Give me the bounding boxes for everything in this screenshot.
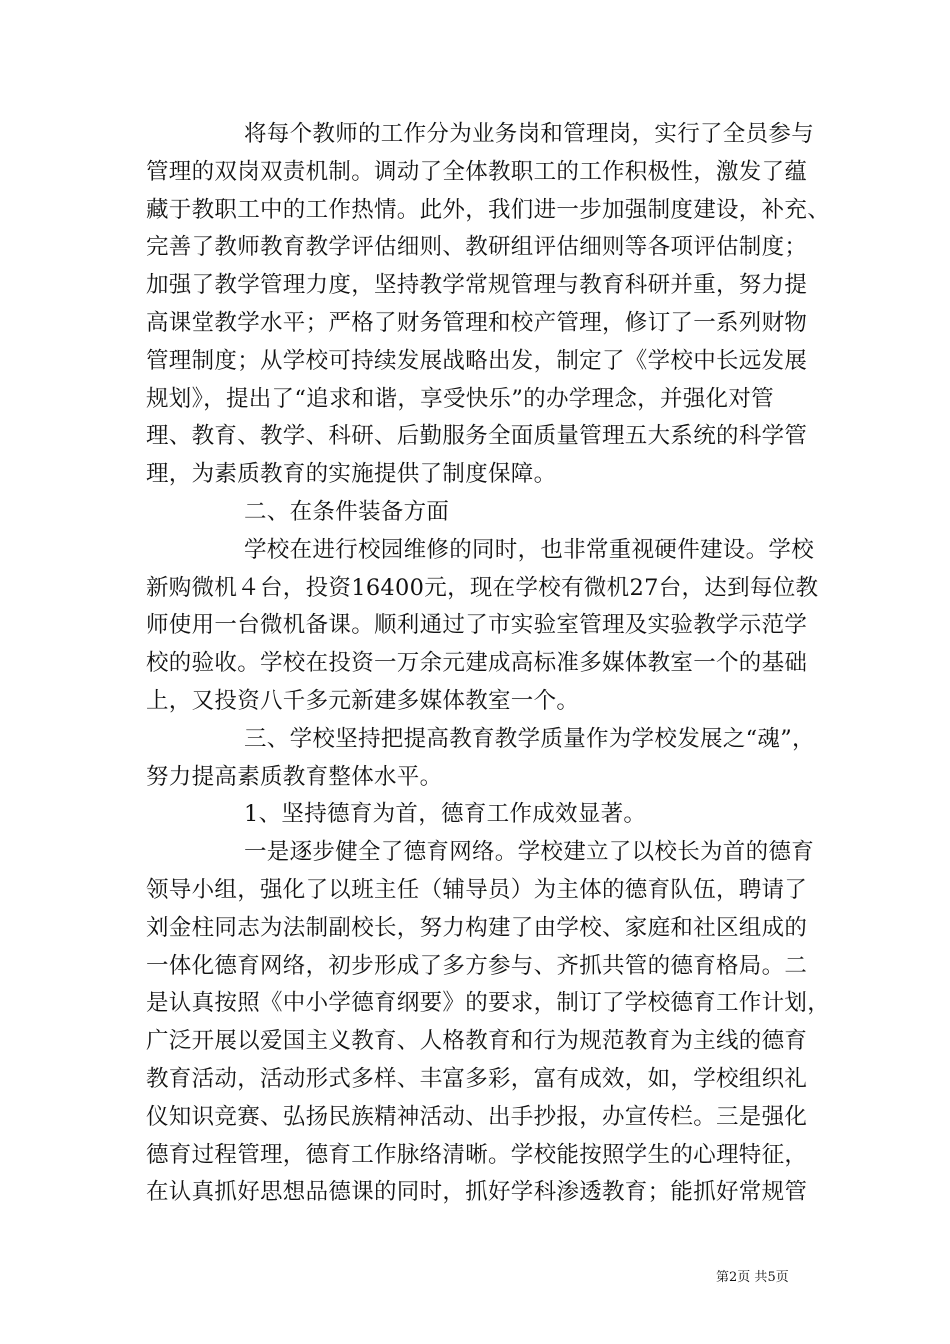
text-line: 学校在进行校园维修的同时，也非常重视硬件建设。学校 [244, 536, 815, 563]
text-line: 在认真抓好思想品德课的同时，抓好学科渗透教育；能抓好常规管 [146, 1179, 808, 1206]
text-line: 努力提高素质教育整体水平。 [146, 763, 443, 790]
text-line: 领导小组，强化了以班主任（辅导员）为主体的德育队伍，聘请了 [146, 876, 808, 903]
text-line: 一体化德育网络，初步形成了多方参与、齐抓共管的德育格局。二 [146, 952, 808, 979]
text-line: 刘金柱同志为法制副校长，努力构建了由学校、家庭和社区组成的 [146, 914, 808, 941]
text-line: 规划》，提出了“追求和谐，享受快乐”的办学理念，并强化对管 [146, 385, 774, 412]
footer-middle: 页 共 [737, 1270, 768, 1285]
page-footer [716, 1270, 789, 1286]
text-line: 校的验收。学校在投资一万余元建成高标准多媒体教室一个的基础 [146, 650, 808, 677]
text-line: 理，为素质教育的实施提供了制度保障。 [146, 461, 557, 488]
text-line: 上，又投资八千多元新建多媒体教室一个。 [146, 687, 580, 714]
text-line: 完善了教师教育教学评估细则、教研组评估细则等各项评估制度； [146, 234, 808, 261]
text-line: 理、教育、教学、科研、后勤服务全面质量管理五大系统的科学管 [146, 423, 808, 450]
text-line: 新购微机４台，投资16400元，现在学校有微机27台，达到每位教 [146, 574, 819, 601]
text-line: 管理的双岗双责机制。调动了全体教职工的工作积极性，激发了蕴 [146, 158, 808, 185]
text-line: 二、在条件装备方面 [244, 498, 450, 525]
text-line: 教育活动，活动形式多样、丰富多彩，富有成效，如，学校组织礼 [146, 1065, 808, 1092]
footer-prefix: 第 [716, 1270, 730, 1285]
footer-current-page: 2 [729, 1270, 738, 1285]
footer-total-pages: 5 [767, 1270, 776, 1285]
text-line: 仪知识竞赛、弘扬民族精神活动、出手抄报，办宣传栏。三是强化 [146, 1103, 808, 1130]
document-body [146, 116, 831, 1212]
text-line: 是认真按照《中小学德育纲要》的要求，制订了学校德育工作计划， [146, 990, 831, 1017]
text-line: 高课堂教学水平；严格了财务管理和校产管理，修订了一系列财物 [146, 309, 808, 336]
text-line: 管理制度；从学校可持续发展战略出发，制定了《学校中长远发展 [146, 347, 808, 374]
text-line: 三、学校坚持把提高教育教学质量作为学校发展之“魂”， [244, 725, 815, 752]
text-line: 德育过程管理，德育工作脉络清晰。学校能按照学生的心理特征， [146, 1141, 808, 1168]
text-line: 广泛开展以爱国主义教育、人格教育和行为规范教育为主线的德育 [146, 1028, 808, 1055]
text-line: 师使用一台微机备课。顺利通过了市实验室管理及实验教学示范学 [146, 612, 808, 639]
footer-suffix: 页 [775, 1270, 789, 1285]
text-line: 将每个教师的工作分为业务岗和管理岗，实行了全员参与 [244, 121, 815, 147]
text-line: 加强了教学管理力度，坚持教学常规管理与教育科研并重，努力提 [146, 272, 808, 299]
text-line: 一是逐步健全了德育网络。学校建立了以校长为首的德育 [244, 839, 815, 866]
text-line: 1、坚持德育为首，德育工作成效显著。 [244, 801, 647, 828]
text-line: 藏于教职工中的工作热情。此外，我们进一步加强制度建设，补充、 [146, 196, 831, 223]
